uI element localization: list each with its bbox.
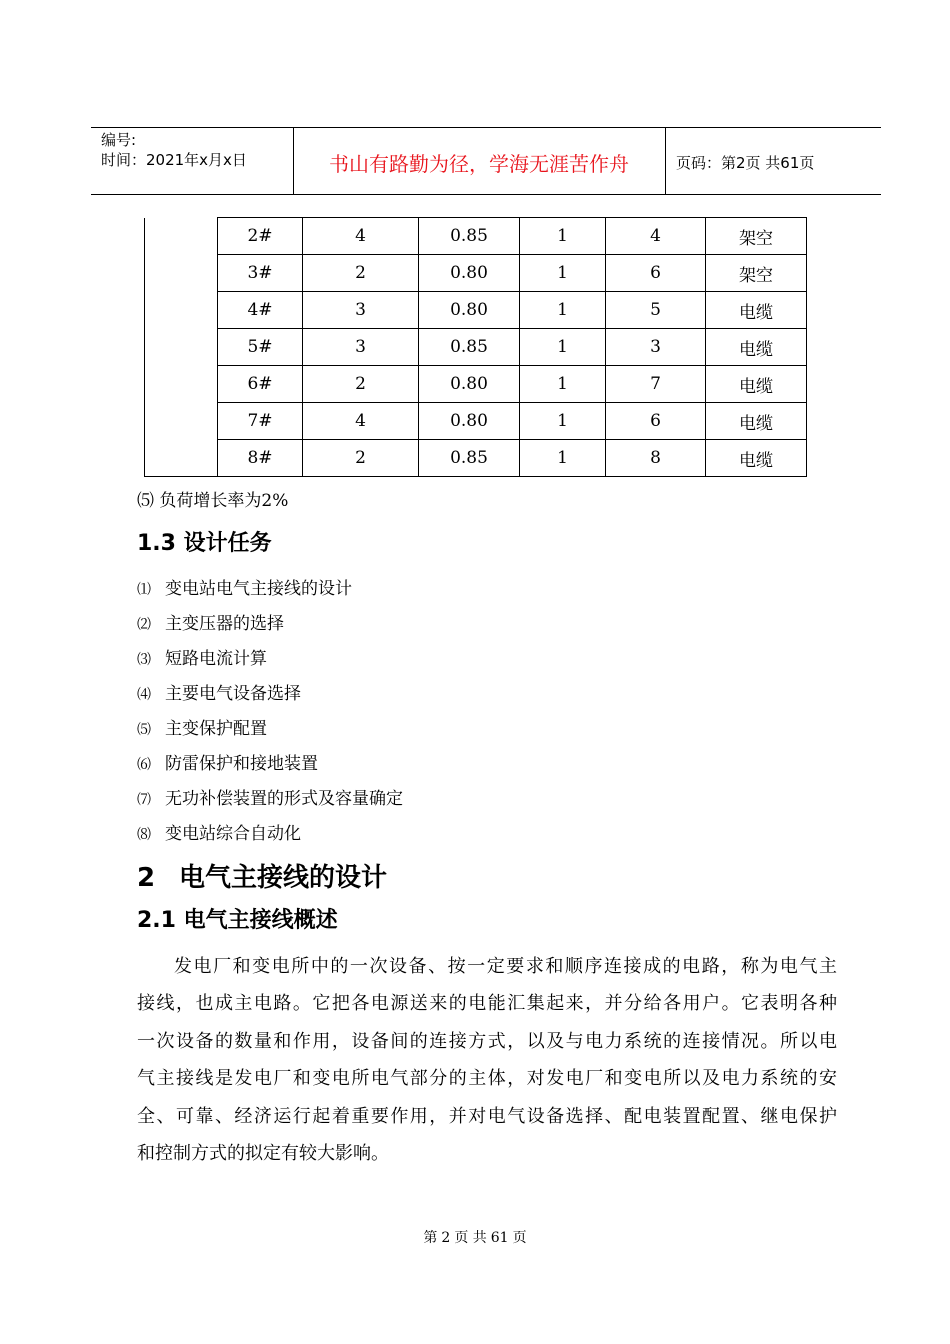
footer-prefix: 第 xyxy=(423,1230,438,1246)
table-cell: 0.80 xyxy=(419,366,520,403)
page-footer xyxy=(0,1227,950,1247)
footer-suffix: 页 xyxy=(512,1230,527,1246)
table-cell: 3 xyxy=(606,329,706,366)
load-table xyxy=(144,217,807,477)
section-1-3-heading: 1.3 设计任务 xyxy=(137,531,272,556)
header-bottom-rule xyxy=(91,194,881,195)
table-cell: 电缆 xyxy=(706,440,807,477)
list-item-number: ⑶ xyxy=(137,652,151,668)
list-item xyxy=(137,574,352,599)
table-cell: 1 xyxy=(520,292,606,329)
list-item-number: ⑸ xyxy=(137,722,151,738)
table-cell: 6# xyxy=(218,366,303,403)
header-motto: 书山有路勤为径，学海无涯苦作舟 xyxy=(329,152,629,176)
paragraph-line: 接线，也成主电路。它把各电源送来的电能汇集起来，并分给各用户。它表明各种 xyxy=(137,993,837,1015)
list-item xyxy=(137,784,403,809)
list-item xyxy=(137,819,301,844)
table-cell: 3 xyxy=(303,329,419,366)
table-row xyxy=(145,218,807,255)
table-cell: 3 xyxy=(303,292,419,329)
list-item-text: 主要电气设备选择 xyxy=(165,684,301,704)
header-divider-right xyxy=(665,127,666,194)
table-cell: 2# xyxy=(218,218,303,255)
list-item xyxy=(137,714,267,739)
list-item xyxy=(137,679,301,704)
table-cell: 5# xyxy=(218,329,303,366)
list-item-text: 短路电流计算 xyxy=(165,649,267,669)
table-cell: 1 xyxy=(520,218,606,255)
list-item-text: 主变保护配置 xyxy=(165,719,267,739)
header-top-rule xyxy=(91,127,881,128)
list-item-number: ⑵ xyxy=(137,617,151,633)
section-2-1-heading: 2.1 电气主接线概述 xyxy=(137,908,338,933)
table-cell: 0.80 xyxy=(419,292,520,329)
table-row xyxy=(145,440,807,477)
footer-total-pages: 61 xyxy=(490,1230,509,1246)
footer-mid: 页 共 xyxy=(454,1230,487,1246)
paragraph-line: 发电厂和变电所中的一次设备、按一定要求和顺序连接成的电路，称为电气主 xyxy=(174,956,837,977)
table-cell: 4 xyxy=(303,218,419,255)
table-cell: 1 xyxy=(520,403,606,440)
table-cell: 8# xyxy=(218,440,303,477)
paragraph-line: 气主接线是发电厂和变电所电气部分的主体，对发电厂和变电所以及电力系统的安 xyxy=(137,1068,837,1090)
table-cell: 0.85 xyxy=(419,218,520,255)
table-cell: 2 xyxy=(303,440,419,477)
table-cell: 3# xyxy=(218,255,303,292)
list-item-number: ⑷ xyxy=(137,687,151,703)
table-cell: 4 xyxy=(606,218,706,255)
paragraph-line: 一次设备的数量和作用，设备间的连接方式，以及与电力系统的连接情况。所以电 xyxy=(137,1030,837,1052)
table-cell: 0.80 xyxy=(419,403,520,440)
table-cell: 6 xyxy=(606,403,706,440)
list-item xyxy=(137,609,284,634)
chapter-2-heading xyxy=(137,857,387,894)
table-cell: 电缆 xyxy=(706,403,807,440)
table-cell: 0.85 xyxy=(419,329,520,366)
paragraph-line: 全、可靠、经济运行起着重要作用，并对电气设备选择、配电装置配置、继电保护 xyxy=(137,1105,837,1127)
table-row xyxy=(145,366,807,403)
table-cell: 7 xyxy=(606,366,706,403)
table-cell: 0.85 xyxy=(419,440,520,477)
header-page-label: 页码：第2页 共61页 xyxy=(676,154,815,172)
footer-page-number: 2 xyxy=(441,1230,451,1246)
list-item-number: ⑹ xyxy=(137,757,151,773)
table-cell: 电缆 xyxy=(706,329,807,366)
table-cell: 8 xyxy=(606,440,706,477)
table-cell: 1 xyxy=(520,366,606,403)
header-number-label: 编号: xyxy=(101,131,137,149)
table-row xyxy=(145,329,807,366)
list-item-number: ⑺ xyxy=(137,792,151,808)
list-item-text: 变电站综合自动化 xyxy=(165,824,301,844)
paragraph-line: 和控制方式的拟定有较大影响。 xyxy=(137,1142,389,1164)
table-cell: 电缆 xyxy=(706,366,807,403)
table-cell: 5 xyxy=(606,292,706,329)
list-item-text: 变电站电气主接线的设计 xyxy=(165,579,352,599)
body-paragraph xyxy=(137,948,837,1172)
table-cell: 7# xyxy=(218,403,303,440)
table-cell: 1 xyxy=(520,329,606,366)
table-cell: 2 xyxy=(303,366,419,403)
list-item-text: 防雷保护和接地装置 xyxy=(165,754,318,774)
table-cell: 2 xyxy=(303,255,419,292)
chapter-number: 2 xyxy=(137,863,156,893)
table-cell: 0.80 xyxy=(419,255,520,292)
list-item xyxy=(137,749,318,774)
list-item-number: ⑴ xyxy=(137,582,151,598)
table-cell: 4 xyxy=(303,403,419,440)
table-merged-cell xyxy=(145,218,218,477)
table-cell: 1 xyxy=(520,440,606,477)
table-cell: 1 xyxy=(520,255,606,292)
chapter-title: 电气主接线的设计 xyxy=(179,863,388,893)
table-cell: 架空 xyxy=(706,218,807,255)
table-cell: 4# xyxy=(218,292,303,329)
table-row xyxy=(145,403,807,440)
table-row xyxy=(145,255,807,292)
table-row xyxy=(145,292,807,329)
header-time-label: 时间：2021年x月x日 xyxy=(101,151,247,169)
list-item xyxy=(137,644,267,669)
list-item-number: ⑻ xyxy=(137,827,151,843)
table-cell: 架空 xyxy=(706,255,807,292)
list-item-text: 无功补偿装置的形式及容量确定 xyxy=(165,789,403,809)
table-cell: 6 xyxy=(606,255,706,292)
table-cell: 电缆 xyxy=(706,292,807,329)
growth-rate-note: ⑸ 负荷增长率为2% xyxy=(137,491,289,511)
list-item-text: 主变压器的选择 xyxy=(165,614,284,634)
